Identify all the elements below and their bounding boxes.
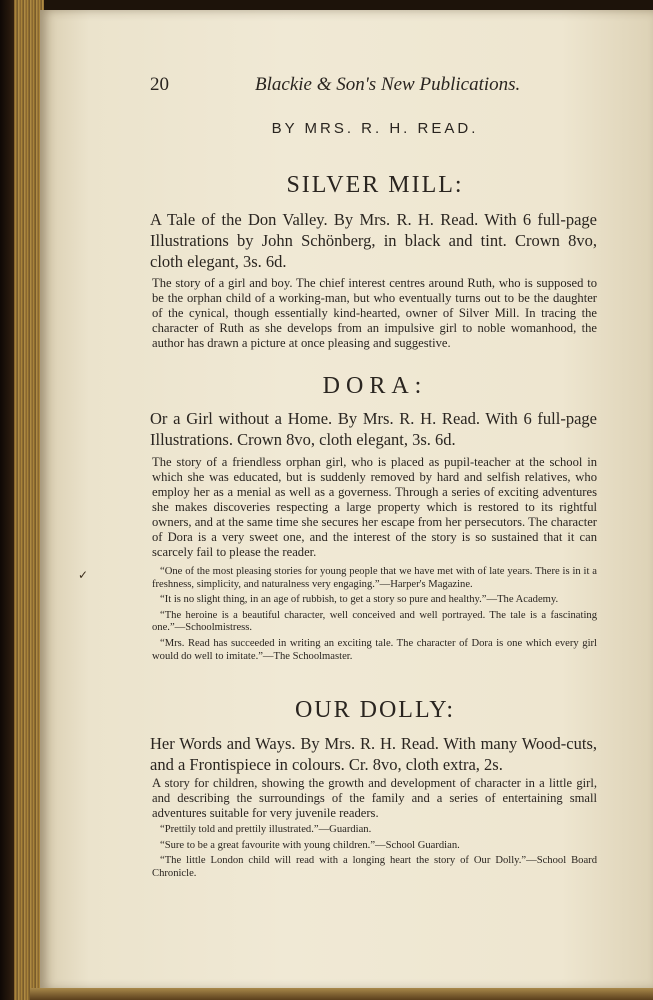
book-title-our-dolly: OUR DOLLY: — [294, 697, 456, 723]
book-description-our-dolly: A story for children, showing the growth and development of character in a little girl, and describing the surroundings of the family and a series of entertaining small adventures suitable for very juvenile readers. — [152, 776, 597, 820]
press-quotes-our-dolly — [152, 824, 597, 883]
press-quote: “Mrs. Read has succeeded in writing an exciting tale. The character of Dora is one which every girl would do well to imitate.”—The Schoolmaster. — [152, 637, 597, 662]
press-quote: “It is no slight thing, in an age of rubbish, to get a story so pure and healthy.”—The Academy. — [160, 594, 559, 606]
page-number: 20 — [150, 74, 169, 95]
press-quote: “Sure to be a great favourite with young children.”—School Guardian. — [160, 839, 460, 851]
book-description-silver-mill: The story of a girl and boy. The chief interest centres around Ruth, who is supposed to be the orphan child of a working-man, but who eventually turns out to be the daughter of the cynical, though essentially kind-hearted, owner of Silver Mill. In tracing the character of Ruth as she develops from an impulsive girl to noble womanhood, the author has drawn a picture at once pleasing and suggestive. — [152, 276, 597, 350]
book-subtitle-our-dolly: Her Words and Ways. By Mrs. R. H. Read. With many Wood-cuts, and a Frontispiece in colours. Cr. 8vo, cloth extra, 2s. — [150, 734, 597, 774]
book-title-dora: DORA: — [322, 373, 428, 399]
book-description-dora: The story of a friendless orphan girl, who is placed as pupil-teacher at the school in which she was educated, but is suddenly removed by hard and selfish relatives, who employ her as a menial as well as a governess. Through a series of exciting adventures she makes discoveries respecting a large property which is restored to its rightful owners, and at the same time she secures her escape from her persecutors. The character of Dora is a very sweet one, and the interest of the story is so sustained that it can scarcely fail to please the reader. — [152, 455, 597, 559]
press-quotes-dora — [152, 566, 597, 666]
press-quote: “The heroine is a beautiful character, well conceived and well portrayed. The tale is a fascinating one.”—Schoolmistress. — [152, 609, 597, 634]
book-subtitle-dora: Or a Girl without a Home. By Mrs. R. H. Read. With 6 full-page Illustrations. Crown 8vo, cloth elegant, 3s. 6d. — [150, 409, 597, 449]
margin-pencil-mark: ✓ — [78, 568, 89, 582]
book-title-silver-mill: SILVER MILL: — [286, 172, 464, 198]
running-head: Blackie & Son's New Publications. — [255, 74, 521, 95]
author-heading: BY MRS. R. H. READ. — [271, 120, 479, 137]
press-quote: “One of the most pleasing stories for young people that we have met with of late years. There is in it a freshness, simplicity, and naturalness very engaging.”—Harper's Magazine. — [152, 566, 597, 590]
book-subtitle-silver-mill: A Tale of the Don Valley. By Mrs. R. H. Read. With 6 full-page Illustrations by John Schönberg, in black and tint. Crown 8vo, cloth elegant, 3s. 6d. — [150, 210, 597, 271]
page-bottom-edge — [30, 988, 653, 1000]
press-quote: “The little London child will read with a longing heart the story of Our Dolly.”—School Board Chronicle. — [152, 855, 597, 879]
press-quote: “Prettily told and prettily illustrated.”—Guardian. — [160, 824, 372, 835]
